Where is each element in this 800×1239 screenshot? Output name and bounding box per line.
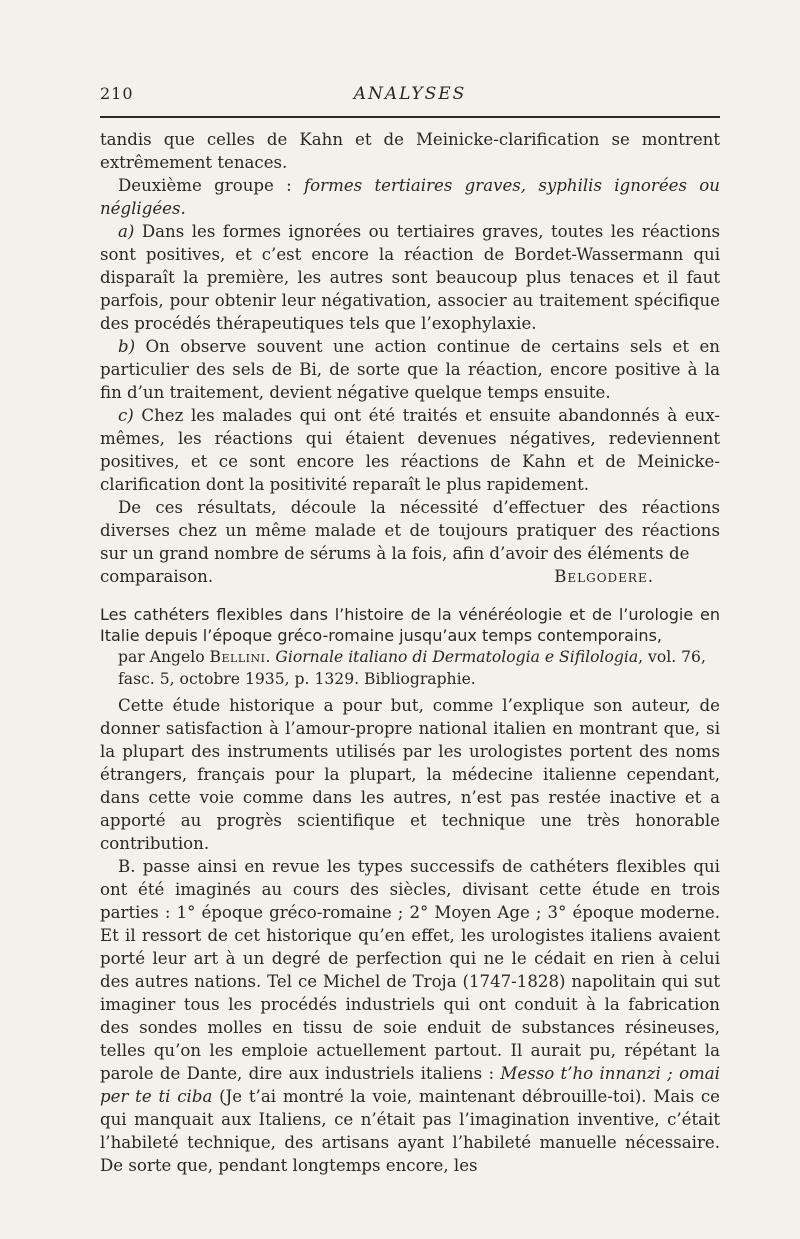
paragraph: [100, 335, 720, 404]
paragraph: [100, 855, 720, 1177]
citation-author: Bellini: [209, 648, 266, 666]
page-number: 210: [100, 84, 134, 103]
paragraph-text: On observe souvent une action continue de certains sels et en particulier des sels de Bi, de sorte que la réaction, encore positive à la fin d’un traitement, devient négative quelque temps ensuite.: [100, 337, 720, 402]
dante-quote: Messo t’ho innanzi ; omai per te ti ciba: [100, 1064, 720, 1106]
paragraph-italic: formes tertiaires graves, syphilis ignorées ou négligées.: [100, 176, 720, 218]
citation-journal: Giornale italiano di Dermatologia e Sifilologia: [275, 648, 639, 666]
page-body: [100, 128, 720, 1177]
article-citation: [118, 646, 720, 690]
citation-by: par Angelo: [118, 648, 210, 666]
paragraph: [100, 404, 720, 496]
paragraph: Cette étude historique a pour but, comme l’explique son auteur, de donner satisfaction à l’amour-propre national italien en montrant que, si la plupart des instruments utilisés par les urologistes portent des noms étrangers, français pour la plupart, la médecine italienne cependant, dans cette voie comme dans les autres, n’est pas restée inactive et a apporté au progrès scientifique et technique une très honorable contribution.: [100, 696, 720, 853]
running-head: ANALYSES: [353, 84, 467, 104]
page-header: [100, 84, 720, 108]
item-label: a): [118, 222, 135, 241]
paragraph: [100, 174, 720, 220]
header-rule: [100, 116, 720, 118]
signature: Belgodere.: [554, 567, 654, 586]
citation-rest: , vol. 76, fasc. 5, octobre 1935, p. 1329. Bibliographie.: [118, 648, 706, 688]
paragraph-text: (Je t’ai montré la voie, maintenant débrouille-toi). Mais ce qui manquait aux Italiens, ce n’était pas l’imagination inventive, c’était l’habileté technique, des artisans ayant l’habileté manuelle nécessaire. De sorte que, pendant longtemps encore, les: [100, 1087, 720, 1175]
paragraph: De ces résultats, découle la nécessité d’effectuer des réactions diverses chez un même malade et de toujours pratiquer des réactions sur un grand nombre de sérums à la fois, afin d’avoir des éléments de: [100, 498, 720, 563]
paragraph-text: B. passe ainsi en revue les types successifs de cathéters flexibles qui ont été imaginés au cours des siècles, divisant cette étude en trois parties : 1° époque gréco-romaine ; 2° Moyen Age ; 3° époque moderne. Et il ressort de cet historique qu’en effet, les urologistes italiens avaient porté leur art à un degré de perfection qui ne le cédait en rien à celui des autres nations. Tel ce Michel de Troja (1747-1828) napolitain qui sut imaginer tous les procédés industriels qui ont conduit à la fabrication des sondes molles en tissu de soie enduit de substances résineuses, telles qu’on les emploie actuellement partout. Il aurait pu, répétant la parole de Dante, dire aux industriels italiens :: [100, 857, 720, 1083]
paragraph-text: Chez les malades qui ont été traités et ensuite abandonnés à eux-mêmes, les réactions qui étaient devenues négatives, redeviennent positives, et ce sont encore les réactions de Kahn et de Meinicke-clarification dont la positivité reparaît le plus rapidement.: [100, 406, 720, 494]
paragraph: tandis que celles de Kahn et de Meinicke-clarification se montrent extrêmement tenaces.: [100, 130, 720, 172]
item-label: b): [118, 337, 136, 356]
paragraph-text: Dans les formes ignorées ou tertiaires graves, toutes les réactions sont positives, et c’est encore la réaction de Bordet-Wassermann qui disparaît la première, les autres sont beaucoup plus tenaces et il faut parfois, pour obtenir leur négativation, associer au traitement spécifique des procédés thérapeutiques tels que l’exophylaxie.: [100, 222, 720, 333]
paragraph-end: comparaison.: [100, 567, 214, 586]
item-label: c): [118, 406, 134, 425]
article-title: Les cathéters flexibles dans l’histoire de la vénéréologie et de l’urologie en Italie depuis l’époque gréco-romaine jusqu’aux temps contemporains,: [100, 605, 720, 645]
paragraph: [100, 220, 720, 335]
paragraph-lead: Deuxième groupe :: [118, 176, 305, 195]
signature-line: [100, 565, 720, 588]
citation-sep: .: [265, 648, 276, 666]
